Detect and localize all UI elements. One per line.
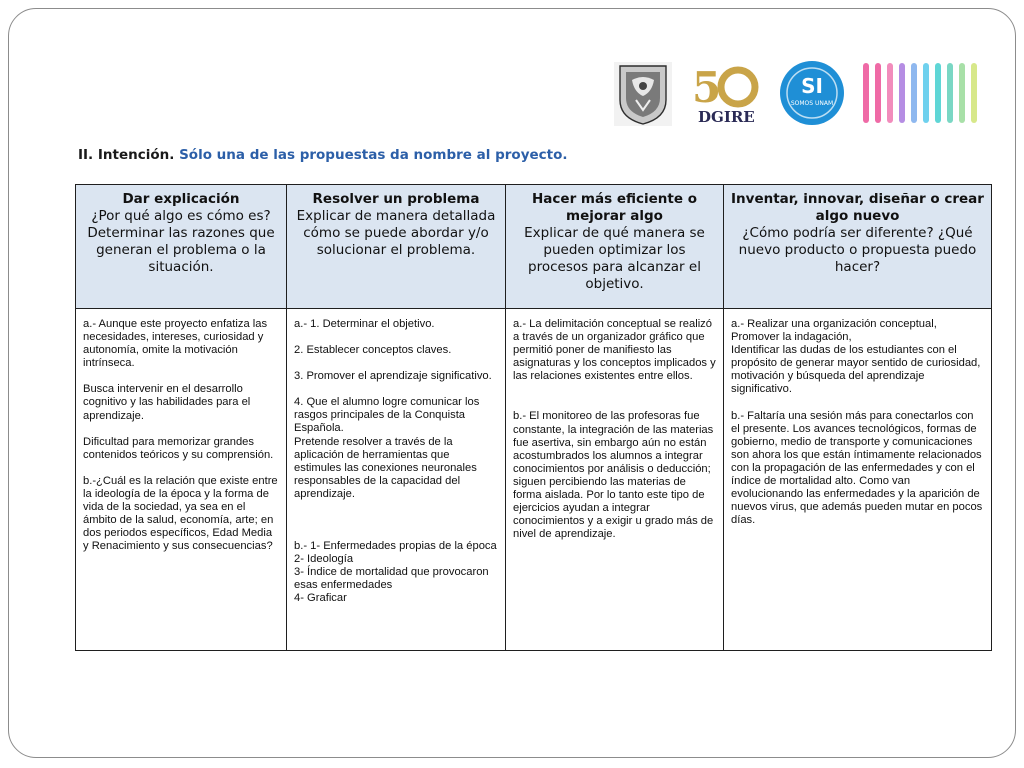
cell-entry: a.- La delimitación conceptual se realizó a través de un organizador gráfico que permitió poner de manifiesto las asignaturas y los conceptos implicados y las relaciones existentes entre ellos.	[513, 318, 716, 383]
cell-entry: b.- Faltaría una sesión más para conectarlos con el presente. Los avances tecnológicos, formas de gobierno, medio de transporte y comunicaciones son ahora los que están íntimamente relacionados con la propagación de las enfermedades y con el índice de mortalidad alto. Como van evolucionando las enfermedades y la aparición de nuevos virus, que además pueden mutar en pocos días.	[731, 409, 983, 527]
cell-entry: a.- 1. Determinar el objetivo.	[294, 318, 435, 330]
header-explain	[76, 185, 287, 309]
header-subtitle: Explicar de manera detallada cómo se puede abordar y/o solucionar el problema.	[296, 208, 496, 258]
cell-entry: b.- 1- Enfermedades propias de la época	[294, 540, 497, 553]
svg-text:5: 5	[692, 63, 722, 112]
si-sub-text: SOMOS UNAM	[790, 100, 834, 107]
header-subtitle: ¿Por qué algo es cómo es? Determinar las razones que generan el problema o la situación.	[87, 208, 275, 275]
cell-improve	[506, 309, 724, 651]
cell-entry: 3. Promover el aprendizaje significativo.	[294, 370, 492, 383]
header-subtitle: ¿Cómo podría ser diferente? ¿Qué nuevo producto o propuesta puedo hacer?	[738, 225, 977, 275]
table-row	[76, 309, 992, 651]
header-title: Dar explicación	[122, 191, 240, 207]
cell-entry: 4. Que el alumno logre comunicar los rasgos principales de la Conquista Española.	[294, 396, 480, 435]
cell-entry: 4- Graficar	[294, 592, 347, 605]
section-instruction: Sólo una de las propuestas da nombre al proyecto.	[179, 147, 568, 163]
cell-explain	[76, 309, 287, 651]
cell-entry: 2. Establecer conceptos claves.	[294, 344, 452, 357]
si-somos-unam-logo	[777, 60, 847, 126]
stripes-logo	[860, 60, 984, 126]
header-subtitle: Explicar de qué manera se pueden optimizar los procesos para alcanzar el objetivo.	[524, 225, 705, 292]
cell-entry: Pretende resolver a través de la aplicación de herramientas que estimules las conexiones neuronales responsables de la capacidad del aprendizaje.	[294, 435, 477, 500]
header-title: Resolver un problema	[312, 191, 480, 207]
dgire-50-logo	[690, 60, 762, 126]
cell-entry: b.-¿Cuál es la relación que existe entre la ideología de la época y la forma de vida de la sociedad, ya sea en el ámbito de la salud, economía, arte; en dos periodos específicos, Edad Media y Renacimiento y sus consecuencias?	[83, 474, 278, 553]
intention-table	[75, 184, 992, 651]
header-improve	[506, 185, 724, 309]
section-heading	[78, 147, 568, 163]
header-title: Inventar, innovar, diseñar o crear algo nuevo	[731, 191, 984, 224]
logo-bar	[612, 60, 984, 128]
cell-entry: 2- Ideología	[294, 553, 354, 566]
cell-entry: a.- Realizar una organización conceptual, Promover la indagación,	[731, 318, 937, 344]
header-title: Hacer más eficiente o mejorar algo	[532, 191, 697, 224]
cell-invent	[724, 309, 992, 651]
cell-entry: Identificar las dudas de los estudiantes con el propósito de generar mayor sentido de curiosidad, motivación y búsqueda del aprendizaje significativo.	[731, 344, 981, 396]
header-invent	[724, 185, 992, 309]
unam-crest-logo	[612, 60, 674, 128]
table-header-row	[76, 185, 992, 309]
cell-entry: Busca intervenir en el desarrollo cognitivo y las habilidades para el aprendizaje.	[83, 383, 251, 422]
cell-entry: b.- El monitoreo de las profesoras fue constante, la integración de las materias fue asertiva, sin embargo aún no están acostumbrados los alumnos a integrar conocimientos por análisis o deducción; siguen percibiendo las materias de forma aislada. Por lo tanto este tipo de ejercicios ayudan a integrar conocimientos y a exigir u grado más de nivel de aprendizaje.	[513, 410, 714, 541]
cell-solve	[287, 309, 506, 651]
cell-entry: Dificultad para memorizar grandes contenidos teóricos y su comprensión.	[83, 435, 274, 461]
cell-entry: a.- Aunque este proyecto enfatiza las necesidades, intereses, curiosidad y autonomía, omite la motivación intrínseca.	[83, 318, 268, 370]
si-text: SI	[801, 74, 823, 98]
cell-entry: 3- Índice de mortalidad que provocaron esas enfermedades	[294, 566, 489, 592]
dgire-text: DGIRE	[698, 108, 755, 126]
header-solve	[287, 185, 506, 309]
section-label: II. Intención.	[78, 147, 175, 163]
